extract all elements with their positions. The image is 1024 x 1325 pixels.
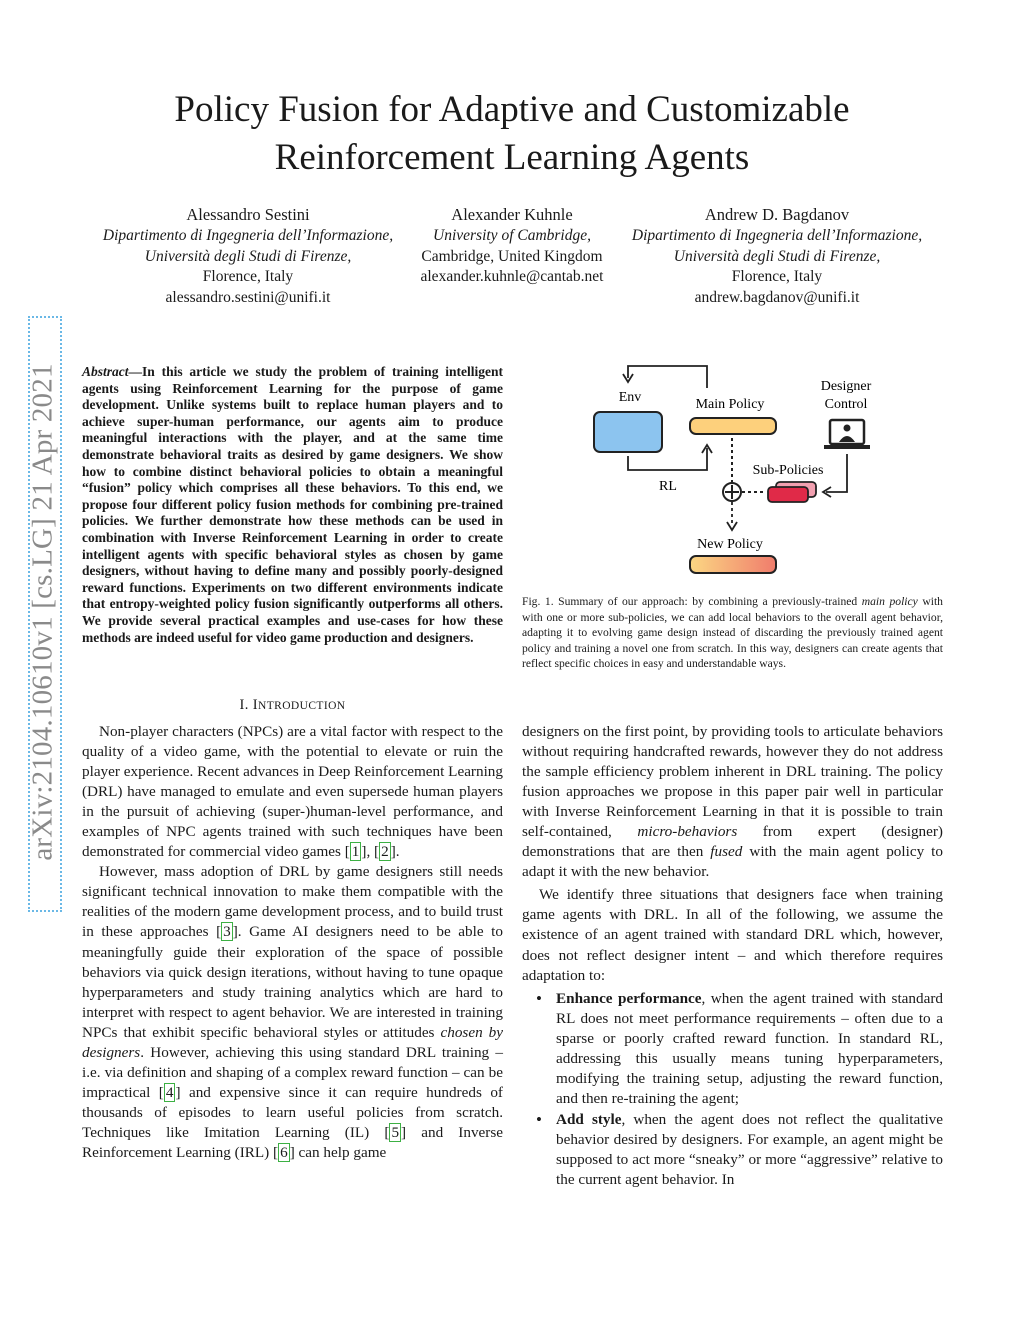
list-item (556, 1110, 943, 1190)
text-run: designers on the first point, by providing tools to articulate behaviors without requiring handcrafted rewards, however they do not address the sample efficiency problem inherent in DRL training. The policy fusion approaches we propose in this paper pair well in particular with Inverse Reinforcement Learning in that it is possible to train self-contained, (522, 723, 943, 841)
laptop-icon (824, 420, 870, 449)
paragraph (522, 722, 943, 882)
main-policy-box (690, 418, 776, 434)
citation-link[interactable]: 5 (391, 1123, 400, 1141)
figure-1-diagram (580, 356, 900, 586)
designer-label-1: Designer (820, 379, 872, 394)
author-email[interactable]: alessandro.sestini@unifi.it (165, 288, 331, 306)
author-univ: Cambridge, United Kingdom (421, 247, 603, 265)
citation-link[interactable]: 2 (381, 843, 389, 861)
author-name: Andrew D. Bagdanov (704, 205, 850, 224)
text-run: Non-player characters (NPCs) are a vital factor with respect to the quality of a video game, with the potential to elevate or ruin the player experience. Recent advances in Deep Reinforcement Learning (DRL) have managed to emulate and even supersede human players in the pursuit of achieving (super-)human-level performance, and examples of NPC agents trained with such techniques have been demonstrated for commercial video games (82, 723, 503, 861)
paragraph: We identify three situations that designers face when training game agents with DRL. In all of the following, we assume the existence of an agent trained with standard DRL which, however, does not reflect designer intent – and which therefore requires adaptation to: (522, 886, 943, 984)
paper-title (0, 86, 1024, 182)
text-run: and expensive since it can require hundreds of thousands of episodes to learn useful policies from scratch. Techniques like Imitation Learning (IL) (82, 1083, 503, 1141)
designer-label-2: Control (824, 397, 868, 412)
text-run: Summary of our approach: by combining a previously-trained (553, 595, 862, 608)
text-run: from expert (designer) demonstrations that are then (522, 823, 943, 861)
paragraph: Non-player characters (NPCs) are a vital factor with respect to the quality of a video game, with the potential to elevate or ruin the player experience. Recent advances in Deep Reinforcement Learning (DRL) have managed to emulate and even supersede human players in the pursuit of achieving (super-)human-level performance, and examples of NPC agents trained with such techniques have been demonstrated for commercial video games [ 1 ], [ 2 ]. (82, 723, 503, 861)
left-column-text (82, 722, 503, 1163)
action-arrow (628, 366, 707, 388)
citation-link[interactable]: 6 (280, 1143, 288, 1161)
bullet-list (522, 989, 943, 1190)
author-place: Florence, Italy (731, 268, 823, 286)
author-dept: Dipartimento di Ingegneria dell’Informazione, (631, 227, 923, 244)
new-policy-label: New Policy (697, 537, 763, 552)
new-policy-box (690, 556, 776, 573)
text-run: , when the agent trained with standard RL does not meet performance requirements – often due to a sparse or poorly crafted reward function. In standard RL, addressing this usually means tuning hyperparameters, modifying the training setup, adjusting the reward function, and then re-training the agent; (556, 989, 943, 1107)
designer-arrow (826, 454, 847, 492)
citation-link[interactable]: 3 (223, 923, 231, 941)
text-run: . However, achieving this using standard DRL training – i.e. via definition and shaping of a complex reward function – can be impractical (82, 1043, 503, 1101)
text-run: can help game (294, 1143, 387, 1161)
sub-policy-box-front (768, 487, 808, 502)
author-univ: Università degli Studi di Firenze, (673, 247, 881, 265)
bullet-bold: Enhance performance (556, 989, 702, 1007)
emphasis: main policy (861, 595, 918, 608)
env-label: Env (618, 390, 642, 405)
list-item (556, 989, 943, 1109)
title-line-2: Reinforcement Learning Agents (274, 137, 750, 178)
env-box (594, 412, 662, 452)
text-run: with the main agent policy to adapt it with the new behavior. (522, 843, 943, 881)
title-line-1: Policy Fusion for Adaptive and Customizable (174, 89, 850, 130)
sub-policies-label: Sub-Policies (752, 463, 824, 478)
text-run: . Game AI designers need to be able to meaningfully guide their exploration of the space of possible behaviors via quick design iterations, without having to tune opaque hyperparameters and study training analytics which are hard to interpret with respect to agent behavior. We are interested in training NPCs that exhibit specific behavioral styles or attitudes (82, 923, 503, 1041)
author-email[interactable]: alexander.kuhnle@cantab.net (420, 268, 604, 286)
main-policy-label: Main Policy (695, 397, 765, 412)
section-title-rest: NTRODUCTION (258, 700, 346, 712)
text-run: with with one or more sub-policies, we can add local behaviors to the overall agent behavior, adapting it to evolving game design instead of discarding the previously trained agent policy and training a novel one from scratch. In this way, designers can create agents that reflect specific choices in easy and understandable ways. (522, 595, 943, 671)
section-title-first: I (252, 697, 259, 713)
section-number: I. (239, 697, 249, 713)
author-dept: Dipartimento di Ingegneria dell’Informazione, (102, 227, 394, 244)
abstract (82, 364, 503, 646)
author-block-3 (607, 204, 947, 308)
figure-caption (522, 594, 943, 672)
citation-link[interactable]: 4 (165, 1083, 174, 1101)
paragraph: However, mass adoption of DRL by game designers still needs significant technical innovation to make them compatible with the realities of the modern game development process, and to build trust in these approaches [ 3 ]. Game AI designers need to be able to meaningfully guide their exploration of the space of possible behaviors via quick design iterations, without having to tune opaque hyperparameters and study training analytics which are hard to interpret with respect to agent behavior. We are interested in training NPCs that exhibit specific behavioral styles or attitudes chosen by designers. However, achieving this using standard DRL training – i.e. via definition and shaping of a complex reward function – can be impractical [ 4 ] and expensive since it can require hundreds of thousands of episodes to learn useful policies from scratch. Techniques like Imitation Learning (IL) [ 5 ] and Inverse Reinforcement Learning (IRL) [ 6 ] can help game (82, 863, 503, 1161)
author-dept: University of Cambridge, (433, 227, 591, 244)
section-heading-introduction (82, 697, 503, 714)
citation-link[interactable]: 1 (351, 843, 360, 861)
author-name: Alessandro Sestini (186, 205, 310, 224)
caption-label: Fig. 1. (522, 595, 554, 608)
abstract-label: Abstract (82, 364, 129, 379)
author-univ: Università degli Studi di Firenze, (144, 247, 352, 265)
text-run: , when the agent does not reflect the qualitative behavior desired by designers. For example, an agent might be supposed to act more “sneaky” or more “aggressive” relative to the current agent behavior. In (556, 1110, 943, 1189)
emphasis: fused (710, 843, 743, 861)
emphasis: chosen by designers (82, 1023, 503, 1061)
abstract-text: —In this article we study the problem of training intelligent agents using Reinforcement Learning for the purpose of game development. Unlike systems built to replace human players and to achieve super-human performance, our agents aim to produce meaningful interactions with the player, and at the same time demonstrate behavioral traits as desired by game designers. We show how to combine distinct behavioral policies to obtain a meaningful “fusion” policy which comprises all these behaviors. To this end, we propose four different policy fusion methods for combining pre-trained policies. We further demonstrate how these methods can be used in combination with Inverse Reinforcement Learning in order to create intelligent agents with specific behavioral styles as chosen by game designers, without having to define many and possibly poorly-designed reward functions. Experiments on two different environments indicate that entropy-weighted policy fusion significantly outperforms all others. We provide several practical examples and use-cases for how these methods are indeed useful for video game production and designers. (82, 364, 503, 645)
author-place: Florence, Italy (202, 268, 294, 286)
author-email[interactable]: andrew.bagdanov@unifi.it (694, 288, 860, 306)
author-name: Alexander Kuhnle (451, 205, 573, 224)
rl-label: RL (659, 479, 677, 494)
bullet-bold: Add style (556, 1110, 622, 1128)
right-column-text (522, 722, 943, 1191)
text-run: and Inverse Reinforcement Learning (IRL) (82, 1123, 503, 1161)
text-run: However, mass adoption of DRL by game designers still needs significant technical innovation to make them compatible with the realities of the modern game development process, and to build trust in these approaches (82, 863, 503, 941)
arxiv-stamp[interactable]: arXiv:2104.10610v1 [cs.LG] 21 Apr 2021 (26, 363, 59, 861)
emphasis: micro-behaviors (637, 823, 738, 841)
